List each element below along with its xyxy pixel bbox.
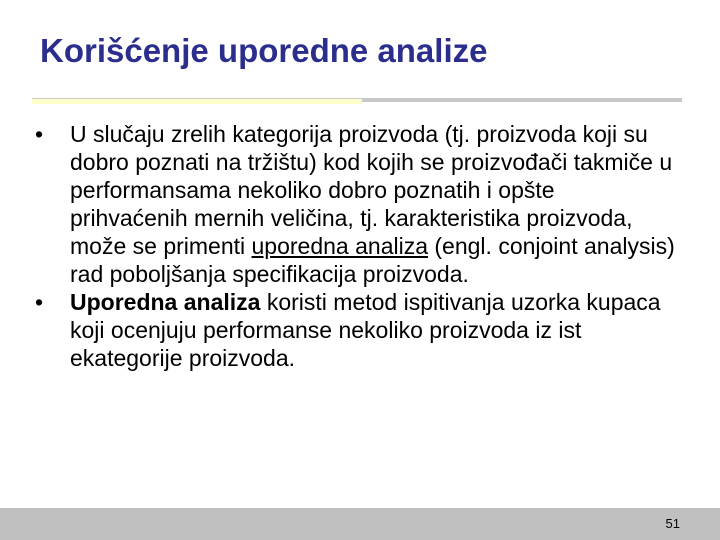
footer-bar bbox=[0, 508, 720, 540]
bullet-item-1 bbox=[35, 120, 675, 288]
bullet-1-text-end: (engl. conjoint analysis) rad poboljšanja specifikacija proizvoda. bbox=[70, 233, 675, 287]
bullet-2-bold-term: Uporedna analiza bbox=[70, 289, 261, 315]
bullet-1-text: U slučaju zrelih kategorija proizvoda (tj. proizvoda koji su dobro poznati na tržištu) kod kojih se proizvođači takmiče u performansama nekoliko dobro poznatih i opšte prihvaćenih mernih veličina, tj. karakteristika proizvoda, može se primenti bbox=[70, 121, 673, 259]
bullet-1-underlined-term: uporedna analiza bbox=[251, 233, 428, 259]
slide-title: Korišćenje uporedne analize bbox=[40, 32, 488, 69]
bullet-marker: • bbox=[35, 289, 44, 315]
bullet-marker: • bbox=[35, 121, 44, 147]
title-divider-accent bbox=[32, 99, 362, 104]
slide-body bbox=[35, 120, 675, 372]
bullet-item-2 bbox=[35, 288, 675, 372]
bullet-2-text: koristi metod ispitivanja uzorka kupaca koji ocenjuju performanse nekoliko proizvoda iz ist ekategorije proizvoda. bbox=[70, 289, 661, 371]
page-number: 51 bbox=[665, 516, 680, 531]
